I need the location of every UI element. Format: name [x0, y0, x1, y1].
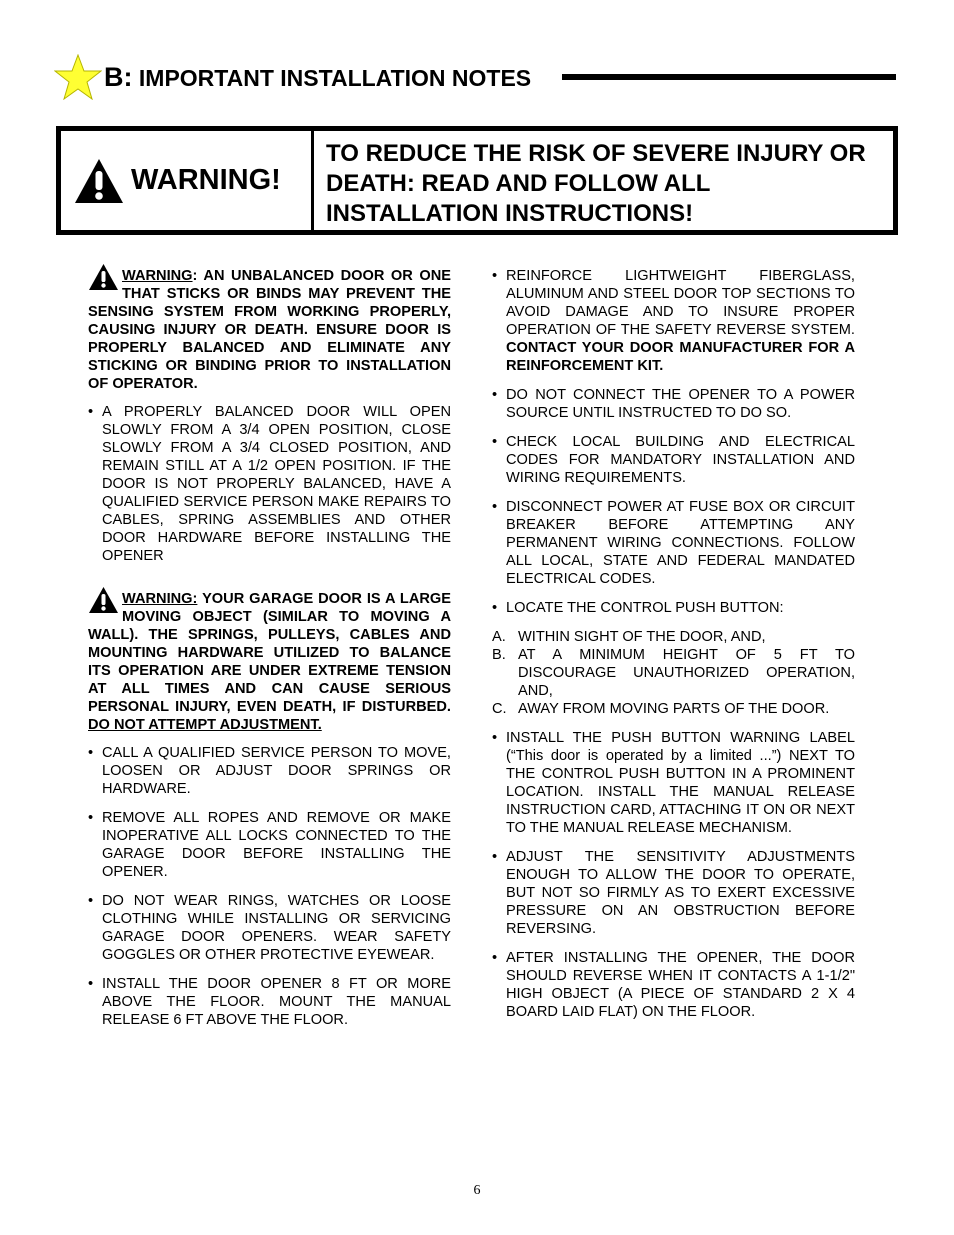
title-rule — [562, 74, 896, 80]
warning-triangle-icon — [88, 586, 119, 614]
list-item: • DISCONNECT POWER AT FUSE BOX OR CIRCUIT BREAKER BEFORE ATTEMPTING ANY PERMANENT WIRING CONNECTIONS. FOLLOW ALL LOCAL, STATE AND FEDERAL MANDATED ELECTRICAL CODES. — [492, 499, 855, 587]
warning-tail: DO NOT ATTEMPT ADJUSTMENT. — [88, 717, 322, 733]
banner-warning-word: WARNING! — [131, 164, 281, 196]
list-item: • REMOVE ALL ROPES AND REMOVE OR MAKE INOPERATIVE ALL LOCKS CONNECTED TO THE GARAGE DOOR BEFORE INSTALLING THE OPENER. — [88, 810, 451, 880]
sub-item: A. WITHIN SIGHT OF THE DOOR, AND, — [492, 629, 766, 645]
warning-text: : AN UNBALANCED DOOR OR ONE THAT STICKS OR BINDS MAY PREVENT THE SENSING SYSTEM FROM WORKING PROPERLY, CAUSING INJURY OR DEATH. ENSURE DOOR IS PROPERLY BALANCED AND ELIMINATE ANY STICKING OR BINDING PRIOR TO INSTALLATION OF OPERATOR. — [88, 268, 451, 392]
warning-label: WARNING: — [122, 591, 198, 607]
section-title-text: IMPORTANT INSTALLATION NOTES — [138, 65, 532, 91]
right-column — [492, 267, 855, 1032]
sub-item: C. AWAY FROM MOVING PARTS OF THE DOOR. — [492, 701, 830, 717]
list-item: • CHECK LOCAL BUILDING AND ELECTRICAL CODES FOR MANDATORY INSTALLATION AND WIRING REQUIREMENTS. — [492, 434, 855, 486]
list-item: • DO NOT WEAR RINGS, WATCHES OR LOOSE CLOTHING WHILE INSTALLING OR SERVICING GARAGE DOOR OPENERS. WEAR SAFETY GOGGLES OR OTHER PROTECTIVE EYEWEAR. — [88, 893, 451, 963]
page-number: 6 — [473, 1183, 481, 1198]
warning-label: WARNING — [122, 268, 193, 284]
list-item: • LOCATE THE CONTROL PUSH BUTTON: — [492, 600, 784, 616]
section-letter: B: — [104, 62, 133, 92]
list-item: • REINFORCE LIGHTWEIGHT FIBERGLASS, ALUMINUM AND STEEL DOOR TOP SECTIONS TO AVOID DAMAGE AND TO INSURE PROPER OPERATION OF THE SAFETY REVERSE SYSTEM. CONTACT YOUR DOOR MANUFACTURER FOR A REINFORCEMENT KIT. — [492, 268, 855, 374]
list-item: • ADJUST THE SENSITIVITY ADJUSTMENTS ENOUGH TO ALLOW THE DOOR TO OPERATE, BUT NOT SO FIRMLY AS TO EXERT EXCESSIVE PRESSURE ON AN OBSTRUCTION BEFORE REVERSING. — [492, 849, 855, 937]
warning-text: YOUR GARAGE DOOR IS A LARGE MOVING OBJECT (SIMILAR TO MOVING A WALL). THE SPRINGS, PULLEYS, CABLES AND MOUNTING HARDWARE UTILIZED TO BALANCE ITS OPERATION ARE UNDER EXTREME TENSION AT ALL TIMES AND CAN CAUSE SERIOUS PERSONAL INJURY, EVEN DEATH, IF DISTURBED. — [88, 591, 451, 715]
warning-unbalanced-door — [88, 267, 451, 393]
reinforce-contact-text: CONTACT YOUR DOOR MANUFACTURER FOR A REINFORCEMENT KIT. — [506, 340, 855, 374]
warning-banner — [56, 126, 898, 235]
banner-message: TO REDUCE THE RISK OF SEVERE INJURY OR DEATH: READ AND FOLLOW ALL INSTALLATION INSTRUCTIONS! — [326, 140, 866, 227]
list-item: • INSTALL THE PUSH BUTTON WARNING LABEL (“This door is operated by a limited ...”) NEXT TO THE CONTROL PUSH BUTTON IN A PROMINENT LOCATION. INSTALL THE MANUAL RELEASE INSTRUCTION CARD, ATTACHING IT ON OR NEXT TO THE MANUAL RELEASE MECHANISM. — [492, 730, 855, 836]
star-icon — [54, 54, 102, 100]
sub-item: B. AT A MINIMUM HEIGHT OF 5 FT TO DISCOURAGE UNAUTHORIZED OPERATION, AND, — [492, 647, 855, 699]
list-item: • CALL A QUALIFIED SERVICE PERSON TO MOVE, LOOSEN OR ADJUST DOOR SPRINGS OR HARDWARE. — [88, 745, 451, 797]
warning-triangle-icon — [73, 157, 125, 205]
list-item: • DO NOT CONNECT THE OPENER TO A POWER SOURCE UNTIL INSTRUCTED TO DO SO. — [492, 387, 855, 421]
section-title — [104, 62, 531, 93]
warning-triangle-icon — [88, 263, 119, 291]
list-item: • A PROPERLY BALANCED DOOR WILL OPEN SLOWLY FROM A 3/4 OPEN POSITION, CLOSE SLOWLY FROM A 3/4 CLOSED POSITION, AND REMAIN STILL AT A 1/2 OPEN POSITION. IF THE DOOR IS NOT PROPERLY BALANCED, HAVE A QUALIFIED SERVICE PERSON MAKE REPAIRS TO CABLES, SPRING ASSEMBLIES AND OTHER DOOR HARDWARE BEFORE INSTALLING THE OPENER — [88, 404, 451, 564]
left-column — [88, 267, 451, 1040]
list-item: • INSTALL THE DOOR OPENER 8 FT OR MORE ABOVE THE FLOOR. MOUNT THE MANUAL RELEASE 6 FT ABOVE THE FLOOR. — [88, 976, 451, 1028]
warning-moving-object — [88, 590, 451, 734]
list-item: • AFTER INSTALLING THE OPENER, THE DOOR SHOULD REVERSE WHEN IT CONTACTS A 1-1/2" HIGH OBJECT (A PIECE OF STANDARD 2 X 4 BOARD LAID FLAT) ON THE FLOOR. — [492, 950, 855, 1020]
banner-warning-cell — [61, 131, 314, 230]
